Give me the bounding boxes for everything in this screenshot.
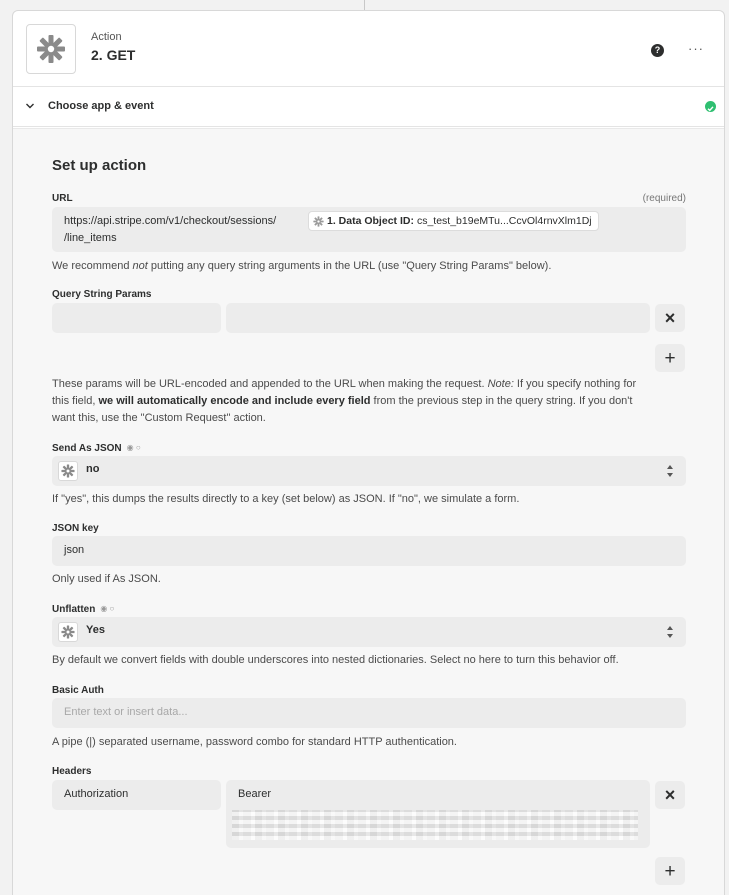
plus-icon: + bbox=[664, 860, 676, 882]
basic-auth-help: A pipe (|) separated username, password combo for standard HTTP authentication. bbox=[52, 736, 457, 748]
url-suffix: /line_items bbox=[64, 232, 117, 244]
basic-auth-label: Basic Auth bbox=[52, 685, 104, 696]
url-input[interactable] bbox=[52, 207, 686, 252]
header-value-text: Bearer bbox=[238, 788, 272, 800]
step-type-label: Action bbox=[91, 31, 122, 43]
check-circle-icon bbox=[705, 101, 716, 112]
remove-query-param-button[interactable] bbox=[655, 304, 685, 332]
json-key-input[interactable] bbox=[52, 536, 686, 566]
header-value-input[interactable] bbox=[226, 780, 650, 848]
app-icon-tile bbox=[58, 622, 78, 642]
zapier-asterisk-icon bbox=[61, 625, 75, 639]
data-pill[interactable] bbox=[308, 211, 599, 231]
header-key-value: Authorization bbox=[64, 788, 129, 800]
app-icon-tile bbox=[58, 461, 78, 481]
header-key-input[interactable] bbox=[52, 780, 221, 810]
basic-auth-input[interactable] bbox=[52, 698, 686, 728]
json-key-help: Only used if As JSON. bbox=[52, 573, 161, 585]
sort-arrows-icon bbox=[666, 625, 674, 639]
send-as-json-help: If "yes", this dumps the results directly to a key (set below) as JSON. If "no", we simulate a form. bbox=[52, 493, 520, 505]
setup-title: Set up action bbox=[52, 157, 147, 174]
zapier-asterisk-icon bbox=[36, 34, 66, 64]
more-options-icon[interactable]: ··· bbox=[688, 41, 704, 56]
radio-toggle-icon[interactable]: ◉ ○ bbox=[126, 443, 141, 452]
unflatten-value: Yes bbox=[86, 624, 105, 636]
radio-toggle-icon[interactable]: ◉ ○ bbox=[100, 604, 115, 613]
send-as-json-label: Send As JSON ◉ ○ bbox=[52, 443, 141, 454]
chevron-down-icon bbox=[25, 101, 35, 111]
step-card bbox=[12, 10, 725, 895]
remove-header-button[interactable] bbox=[655, 781, 685, 809]
query-param-value-input[interactable] bbox=[226, 303, 650, 333]
redacted-token-overlay bbox=[232, 810, 638, 840]
basic-auth-placeholder: Enter text or insert data... bbox=[64, 706, 188, 718]
step-connector bbox=[364, 0, 365, 10]
plus-icon: + bbox=[664, 347, 676, 369]
query-params-label: Query String Params bbox=[52, 289, 152, 300]
headers-label: Headers bbox=[52, 766, 92, 777]
add-header-button[interactable] bbox=[655, 857, 685, 885]
send-as-json-select[interactable] bbox=[52, 456, 686, 486]
url-prefix: https://api.stripe.com/v1/checkout/sessions/ bbox=[64, 215, 277, 227]
query-param-key-input[interactable] bbox=[52, 303, 221, 333]
pill-value: cs_test_b19eMTu...CcvOl4rnvXlm1Dj bbox=[416, 215, 592, 227]
unflatten-select[interactable] bbox=[52, 617, 686, 647]
unflatten-label: Unflatten ◉ ○ bbox=[52, 604, 115, 615]
unflatten-help: By default we convert fields with double underscores into nested dictionaries. Select no here to turn this behavior off. bbox=[52, 654, 619, 666]
close-icon: × bbox=[664, 785, 676, 805]
url-required: (required) bbox=[642, 193, 686, 204]
setup-action-panel bbox=[13, 128, 725, 895]
pill-step-label: 1. Data Object ID: bbox=[327, 215, 414, 227]
zapier-asterisk-icon bbox=[313, 216, 324, 227]
query-params-help: These params will be URL-encoded and appended to the URL when making the request. Note: If you specify nothing for this field, we will automatically encode and include every field from the previous step in the query string. If you don't want this, use the "Custom Request" action. bbox=[52, 378, 637, 424]
json-key-value: json bbox=[64, 544, 85, 556]
sort-arrows-icon bbox=[666, 464, 674, 478]
add-query-param-button[interactable] bbox=[655, 344, 685, 372]
url-help: We recommend not putting any query string arguments in the URL (use "Query String Params" below). bbox=[52, 260, 552, 272]
json-key-label: JSON key bbox=[52, 523, 99, 534]
url-label: URL bbox=[52, 193, 73, 204]
section-title: Choose app & event bbox=[48, 100, 154, 112]
choose-app-section-toggle[interactable] bbox=[13, 87, 724, 127]
close-icon: × bbox=[664, 308, 676, 328]
help-icon[interactable]: ? bbox=[651, 44, 664, 57]
step-header[interactable] bbox=[13, 11, 724, 87]
app-icon-tile bbox=[26, 24, 76, 74]
step-title: 2. GET bbox=[91, 47, 136, 63]
zapier-asterisk-icon bbox=[61, 464, 75, 478]
send-as-json-value: no bbox=[86, 463, 100, 475]
